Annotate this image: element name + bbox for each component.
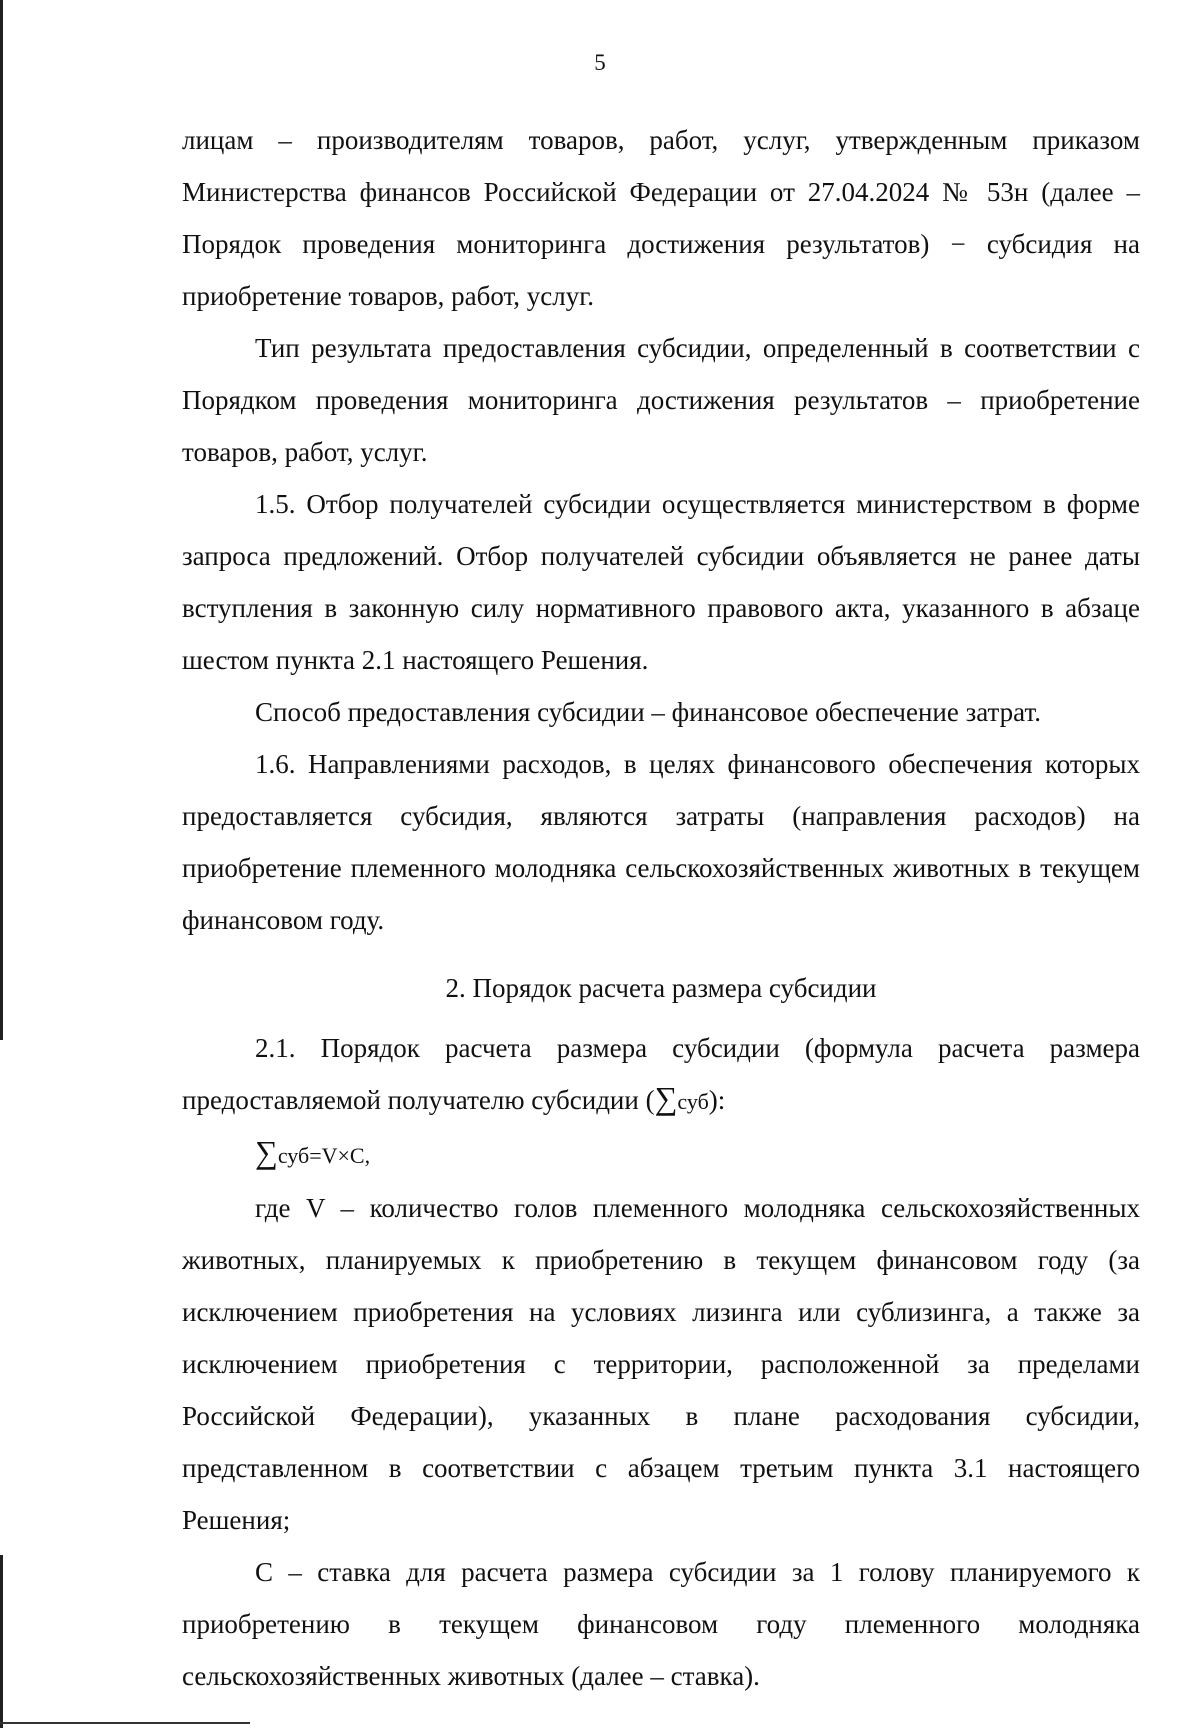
scan-edge-bottom xyxy=(0,1555,3,1728)
sigma-subscript: суб xyxy=(677,1089,709,1114)
paragraph-2-1 xyxy=(182,1022,1140,1128)
document-body xyxy=(182,114,1140,1702)
paragraph-subsidy-method: Способ предоставления субсидии – финансовое обеспечение затрат. xyxy=(255,697,1041,727)
paragraph-2-1-text: 2.1. Порядок расчета размера субсидии (формула расчета размера предоставляемой получателю субсидии ( xyxy=(182,1033,1140,1115)
formula xyxy=(182,1128,1140,1182)
formula-expression: суб=V×C, xyxy=(277,1143,371,1168)
paragraph-2-1-end: ): xyxy=(708,1085,726,1115)
paragraph-1-5: 1.5. Отбор получателей субсидии осуществляется министерством в форме запроса предложений. Отбор получателей субсидии объявляется не ранее даты вступления в законную силу нормативного правового акта, указанного в абзаце шестом пункта 2.1 настоящего Решения. xyxy=(182,489,1140,675)
section-heading: 2. Порядок расчета размера субсидии xyxy=(445,973,877,1003)
formula-sigma-symbol: ∑ xyxy=(255,1134,278,1170)
paragraph-continuation: лицам – производителям товаров, работ, услуг, утвержденным приказом Министерства финансов Российской Федерации от 27.04.2024 № 53н (далее – Порядок проведения мониторинга достижения результатов) − субсидия на приобретение товаров, работ, услуг. xyxy=(182,125,1140,311)
definition-c: С – ставка для расчета размера субсидии за 1 голову планируемого к приобретению в текущем финансовом году племенного молодняка сельскохозяйственных животных (далее – ставка). xyxy=(182,1557,1140,1691)
definition-v: где V – количество голов племенного молодняка сельскохозяйственных животных, планируемых к приобретению в текущем финансовом году (за исключением приобретения на условиях лизинга или сублизинга, а также за исключением приобретения с территории, расположенной за пределами Российской Федерации), указанных в плане расходования субсидии, представленном в соответствии с абзацем третьим пункта 3.1 настоящего Решения; xyxy=(182,1193,1140,1535)
scan-edge-top xyxy=(0,0,3,1040)
paragraph-result-type: Тип результата предоставления субсидии, определенный в соответствии с Порядком проведения мониторинга достижения результатов – приобретение товаров, работ, услуг. xyxy=(182,333,1140,467)
sigma-symbol: ∑ xyxy=(654,1080,678,1116)
paragraph-1-6: 1.6. Направлениями расходов, в целях финансового обеспечения которых предоставляется субсидия, являются затраты (направления расходов) на приобретение племенного молодняка сельскохозяйственных животных в текущем финансовом году. xyxy=(182,749,1140,935)
scan-bottom-line xyxy=(0,1722,250,1724)
page-number: 5 xyxy=(594,50,606,75)
